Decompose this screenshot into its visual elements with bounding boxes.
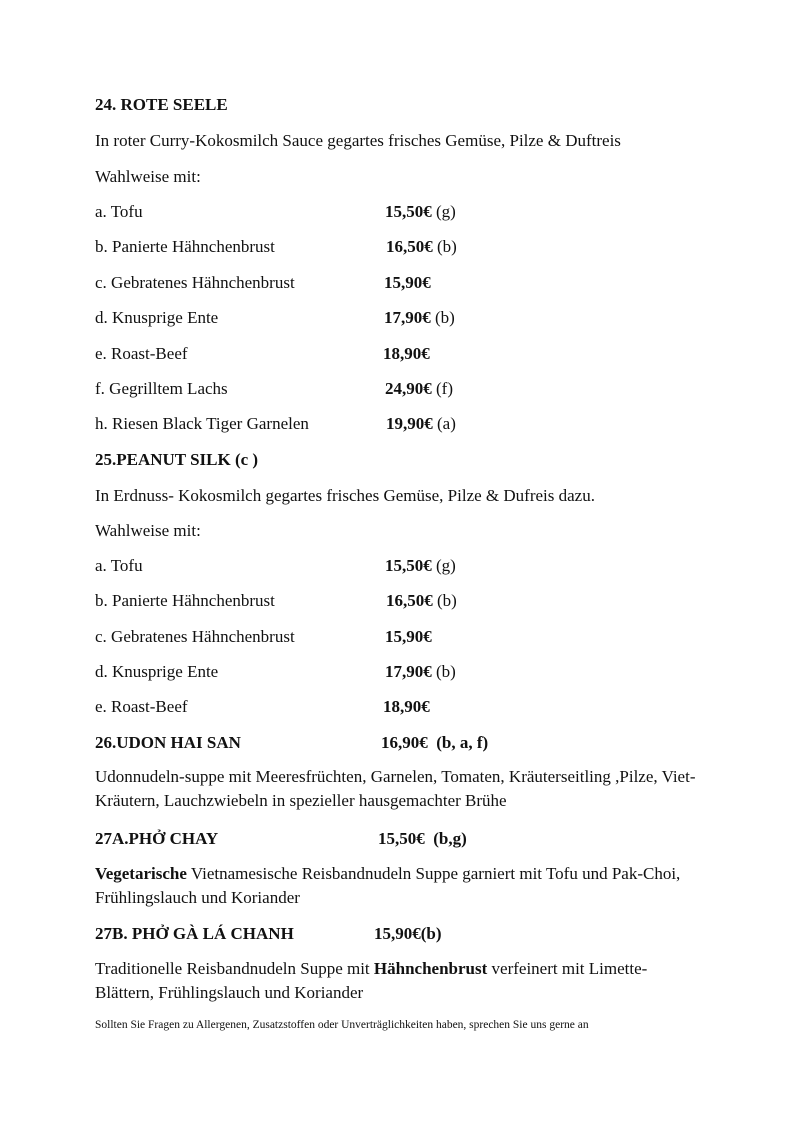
section-27b-description-bold: Hähnchenbrust bbox=[373, 959, 488, 978]
section-24-description: In roter Curry-Kokosmilch Sauce gegartes frisches Gemüse, Pilze & Duftreis bbox=[95, 131, 621, 150]
menu-option-label: c. Gebratenes Hähnchenbrust bbox=[95, 627, 295, 646]
section-27a-description bbox=[95, 862, 705, 910]
section-24-option-intro: Wahlweise mit: bbox=[95, 167, 201, 186]
menu-option-price: 24,90€ (f) bbox=[385, 379, 453, 398]
menu-option-price: 15,50€ (g) bbox=[385, 202, 456, 221]
menu-option-label: h. Riesen Black Tiger Garnelen bbox=[95, 414, 309, 433]
section-27a-price: 15,50€ (b,g) bbox=[378, 829, 467, 848]
menu-option-label: e. Roast-Beef bbox=[95, 697, 188, 716]
menu-option-label: a. Tofu bbox=[95, 556, 143, 575]
menu-option-label: e. Roast-Beef bbox=[95, 344, 188, 363]
section-27a-description-bold: Vegetarische bbox=[95, 864, 187, 883]
section-27b-price: 15,90€(b) bbox=[374, 924, 442, 943]
section-26-title: 26.UDON HAI SAN bbox=[95, 733, 241, 752]
section-26-price: 16,90€ (b, a, f) bbox=[381, 733, 489, 752]
menu-option-price: 15,90€ bbox=[385, 627, 432, 646]
menu-option-label: c. Gebratenes Hähnchenbrust bbox=[95, 273, 295, 292]
menu-option-price: 19,90€ (a) bbox=[386, 414, 456, 433]
menu-option-price: 18,90€ bbox=[383, 697, 430, 716]
menu-option-label: b. Panierte Hähnchenbrust bbox=[95, 591, 275, 610]
section-27b-description-start: Traditionelle Reisbandnudeln Suppe mit bbox=[95, 959, 374, 978]
menu-option-price: 18,90€ bbox=[383, 344, 430, 363]
menu-option-price: 16,50€ (b) bbox=[386, 591, 457, 610]
menu-option-label: a. Tofu bbox=[95, 202, 143, 221]
section-26-description: Udonnudeln-suppe mit Meeresfrüchten, Garnelen, Tomaten, Kräuterseitling ,Pilze, Viet-Kräutern, Lauchzwiebeln in spezieller hausgemachter Brühe bbox=[95, 767, 696, 810]
section-25-description: In Erdnuss- Kokosmilch gegartes frisches Gemüse, Pilze & Dufreis dazu. bbox=[95, 486, 595, 505]
menu-option-price: 16,50€ (b) bbox=[386, 237, 457, 256]
section-24-title: 24. ROTE SEELE bbox=[95, 95, 228, 114]
menu-option-label: b. Panierte Hähnchenbrust bbox=[95, 237, 275, 256]
menu-option-price: 15,90€ bbox=[384, 273, 431, 292]
menu-option-label: d. Knusprige Ente bbox=[95, 662, 219, 681]
section-27b-title: 27B. PHỞ GÀ LÁ CHANH bbox=[95, 924, 294, 943]
allergen-footer-note: Sollten Sie Fragen zu Allergenen, Zusatzstoffen oder Unverträglichkeiten haben, sprechen Sie uns gerne an bbox=[95, 1019, 589, 1031]
section-25-title: 25.PEANUT SILK (c ) bbox=[95, 450, 259, 469]
menu-option-price: 15,50€ (g) bbox=[385, 556, 456, 575]
menu-option-label: f. Gegrilltem Lachs bbox=[95, 379, 228, 398]
section-27a-title: 27A.PHỞ CHAY bbox=[95, 829, 219, 848]
section-27a-description-rest: Vietnamesische Reisbandnudeln Suppe garniert mit Tofu und Pak-Choi, Frühlingslauch und Koriander bbox=[95, 864, 681, 907]
section-25-option-intro: Wahlweise mit: bbox=[95, 521, 201, 540]
menu-option-label: d. Knusprige Ente bbox=[95, 308, 219, 327]
section-27b-description bbox=[95, 957, 705, 1005]
section-27b-description-end: verfeinert mit Limette-Blättern, Frühlingslauch und Koriander bbox=[95, 959, 648, 1002]
menu-option-price: 17,90€ (b) bbox=[384, 308, 455, 327]
menu-option-price: 17,90€ (b) bbox=[385, 662, 456, 681]
